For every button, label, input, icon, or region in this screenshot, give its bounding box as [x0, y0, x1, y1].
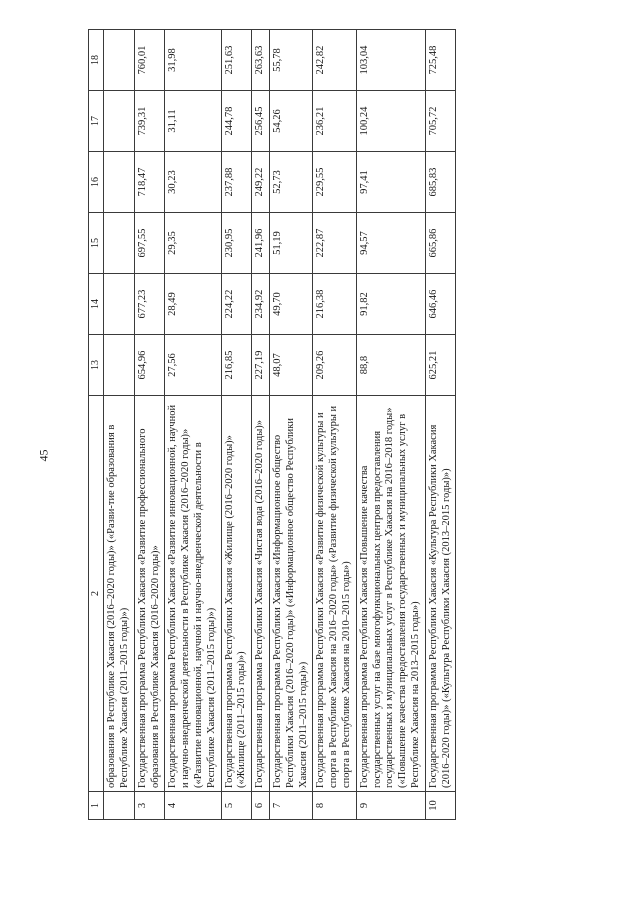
value-cell: 229,55 — [313, 152, 356, 213]
table-row — [356, 30, 425, 820]
table-row — [134, 30, 165, 820]
rotated-page-content — [88, 30, 568, 820]
value-cell: 234,92 — [252, 274, 270, 335]
value-cell: 54,26 — [269, 91, 312, 152]
value-cell: 100,24 — [356, 91, 425, 152]
value-cell: 216,38 — [313, 274, 356, 335]
row-number: 5 — [221, 792, 252, 820]
value-cell: 739,31 — [134, 91, 165, 152]
value-cell: 103,04 — [356, 30, 425, 91]
page-number: 45 — [36, 449, 51, 462]
value-cell: 654,96 — [134, 335, 165, 396]
value-cell: 94,57 — [356, 213, 425, 274]
value-cell: 697,55 — [134, 213, 165, 274]
column-header: 18 — [89, 30, 104, 91]
value-cell: 88,8 — [356, 335, 425, 396]
row-number: 8 — [313, 792, 356, 820]
value-cell: 48,07 — [269, 335, 312, 396]
program-name: Государственная программа Республики Хакасия «Информационное общество Республики Хакасия (2016–2020 годы)» («Информационное общество Республики Хакасия (2011–2015 годы)») — [269, 396, 312, 792]
value-cell: 665,86 — [425, 213, 456, 274]
value-cell: 91,82 — [356, 274, 425, 335]
row-number: 6 — [252, 792, 270, 820]
value-cell: 677,23 — [134, 274, 165, 335]
value-cell: 760,01 — [134, 30, 165, 91]
value-cell: 224,22 — [221, 274, 252, 335]
column-header: 15 — [89, 213, 104, 274]
value-cell: 256,45 — [252, 91, 270, 152]
column-header: 2 — [89, 396, 104, 792]
value-cell: 28,49 — [165, 274, 221, 335]
value-cell: 30,23 — [165, 152, 221, 213]
value-cell: 646,46 — [425, 274, 456, 335]
value-cell: 27,56 — [165, 335, 221, 396]
value-cell: 251,63 — [221, 30, 252, 91]
value-cell — [104, 152, 135, 213]
value-cell — [104, 91, 135, 152]
program-name: образования в Республике Хакасия (2016–2020 годы)» («Разви-тие образования в Республике Хакасия (2011–2015 годы)») — [104, 396, 135, 792]
value-cell: 725,48 — [425, 30, 456, 91]
value-cell: 625,21 — [425, 335, 456, 396]
value-cell: 31,11 — [165, 91, 221, 152]
row-number: 3 — [134, 792, 165, 820]
row-number: 4 — [165, 792, 221, 820]
column-header: 16 — [89, 152, 104, 213]
table-row — [165, 30, 221, 820]
value-cell: 237,88 — [221, 152, 252, 213]
table-row — [313, 30, 356, 820]
value-cell — [104, 335, 135, 396]
header-row — [89, 30, 104, 820]
column-header: 17 — [89, 91, 104, 152]
row-number: 9 — [356, 792, 425, 820]
table-row — [425, 30, 456, 820]
program-name: Государственная программа Республики Хакасия «Повышение качества государственных услуг на базе многофункциональных центров предоставления государственных и муниципальных услуг в Республике Хакасия на 2016–2018 годы» («Повышение качества предоставления государственных и муниципальных услуг в Республике Хакасия на 2013–2015 годы») — [356, 396, 425, 792]
value-cell: 29,35 — [165, 213, 221, 274]
program-name: Государственная программа Республики Хакасия «Культура Республики Хакасия (2016–2020 годы)» («Культура Республики Хакасия (2013–2015 годы)») — [425, 396, 456, 792]
value-cell: 52,73 — [269, 152, 312, 213]
value-cell: 31,98 — [165, 30, 221, 91]
table-row — [252, 30, 270, 820]
value-cell: 227,19 — [252, 335, 270, 396]
value-cell: 718,47 — [134, 152, 165, 213]
value-cell: 222,87 — [313, 213, 356, 274]
table-row — [221, 30, 252, 820]
value-cell: 244,78 — [221, 91, 252, 152]
value-cell — [104, 213, 135, 274]
program-name: Государственная программа Республики Хакасия «Развитие инновационной, научной и научно-внедренческой деятельности в Республике Хакасия (2016–2020 годы)» («Развитие инновационной, научной и научно-внедренческой деятельности в Республике Хакасия (2011–2015 годы)») — [165, 396, 221, 792]
value-cell: 216,85 — [221, 335, 252, 396]
program-name: Государственная программа Республики Хакасия «Развитие физической культуры и спорта в Республике Хакасия на 2016–2020 годы» («Развитие физической культуры и спорта в Республике Хакасия на 2010–2015 годы») — [313, 396, 356, 792]
value-cell: 236,21 — [313, 91, 356, 152]
value-cell: 705,72 — [425, 91, 456, 152]
value-cell: 97,41 — [356, 152, 425, 213]
row-number: 7 — [269, 792, 312, 820]
column-header: 1 — [89, 792, 104, 820]
value-cell: 685,83 — [425, 152, 456, 213]
row-number — [104, 792, 135, 820]
column-header: 13 — [89, 335, 104, 396]
value-cell: 242,82 — [313, 30, 356, 91]
program-name: Государственная программа Республики Хакасия «Чистая вода (2016–2020 годы)» — [252, 396, 270, 792]
budget-table — [88, 29, 456, 820]
value-cell: 230,95 — [221, 213, 252, 274]
row-number: 10 — [425, 792, 456, 820]
value-cell: 209,26 — [313, 335, 356, 396]
value-cell: 241,96 — [252, 213, 270, 274]
program-name: Государственная программа Республики Хакасия «Жилище (2016–2020 годы)» («Жилище (2011–2015 годы)») — [221, 396, 252, 792]
value-cell: 49,70 — [269, 274, 312, 335]
column-header: 14 — [89, 274, 104, 335]
value-cell — [104, 30, 135, 91]
value-cell: 51,19 — [269, 213, 312, 274]
value-cell: 263,63 — [252, 30, 270, 91]
table-row — [269, 30, 312, 820]
table-row — [104, 30, 135, 820]
program-name: Государственная программа Республики Хакасия «Развитие профессионального образования в Республике Хакасия (2016–2020 годы)» — [134, 396, 165, 792]
value-cell: 249,22 — [252, 152, 270, 213]
value-cell — [104, 274, 135, 335]
value-cell: 55,78 — [269, 30, 312, 91]
